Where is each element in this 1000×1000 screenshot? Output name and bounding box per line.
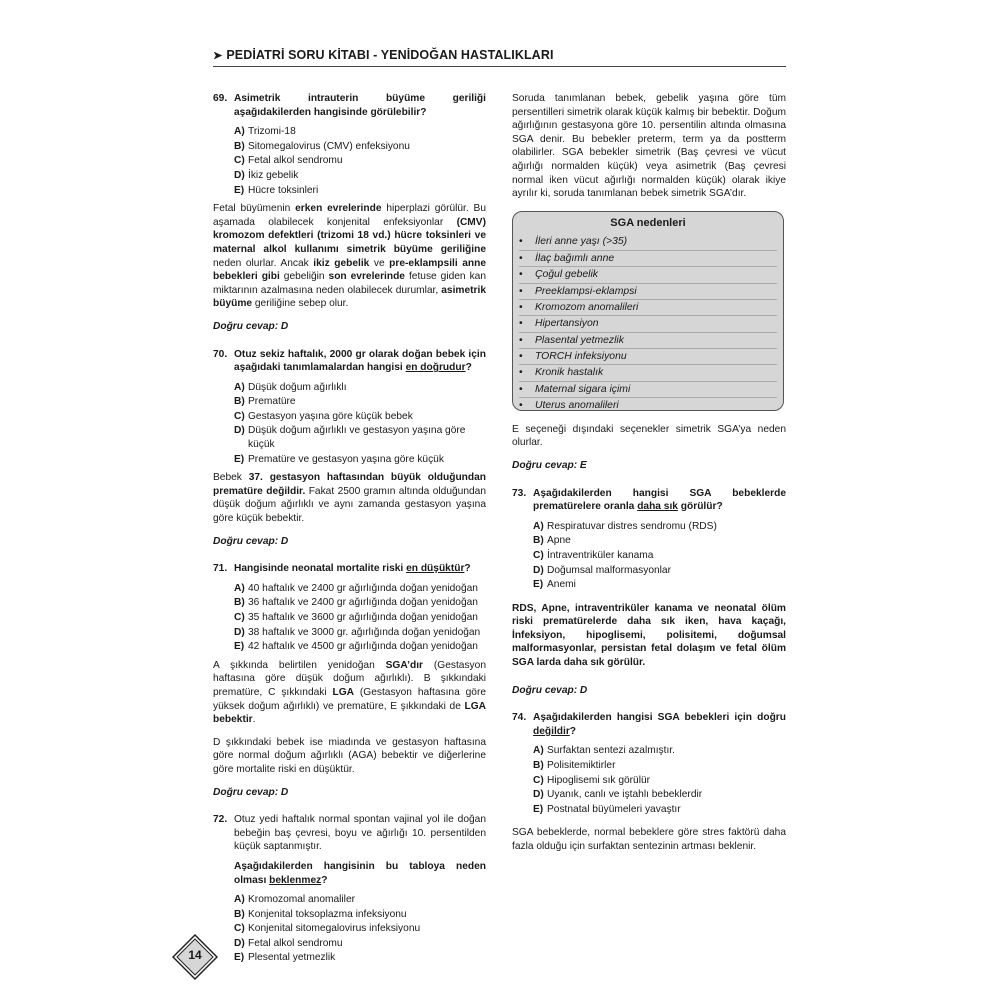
option-letter: D) [234,425,245,437]
bullet-icon: • [519,269,523,281]
explanation-71b: D şıkkındaki bebek ise miadında ve gestasyon haftasına göre normal doğum ağırlıklı (AGA) bebektir ve diğerlerine göre mortalite riski en düşüktür. [213,736,486,775]
option-text: Fetal alkol sendromu [248,937,343,949]
option-text: 42 haftalık ve 4500 gr ağırlığında doğan yenidoğan [248,641,478,653]
option-text: Doğumsal malformasyonlar [547,564,671,576]
question-74 [512,711,786,738]
option-c [234,410,486,424]
question-71 [213,562,486,576]
question-text-part: Aşağıdakilerden hangisi SGA bebekleri için doğru [533,712,786,724]
page-number-badge [172,934,218,980]
question-underline: daha sık [637,501,678,513]
sga-causes-box [512,211,784,411]
option-text: Hücre toksinleri [248,184,319,196]
option-letter: A) [234,582,245,594]
option-letter: D) [234,937,245,949]
option-c [234,154,486,168]
option-d [533,788,786,802]
option-c [533,774,786,788]
option-letter: A) [234,126,245,138]
header-title: PEDİATRİ SORU KİTABI - YENİDOĞAN HASTALIKLARI [226,48,554,62]
bullet-icon: • [519,285,523,297]
list-item [519,316,777,332]
question-text-part: ? [569,725,577,737]
option-c [234,922,486,936]
list-item-text: İlaç bağımlı anne [535,252,615,264]
option-b [234,596,486,610]
option-letter: D) [533,564,544,576]
explanation-70 [213,471,486,525]
option-text: Trizomi-18 [248,126,296,138]
option-text: Prematüre ve gestasyon yaşına göre küçük [248,453,444,465]
exp-text: . [252,714,256,726]
option-letter: C) [234,155,245,167]
list-item [519,300,777,316]
option-text: 38 haftalık ve 3000 gr. ağırlığında doğan yenidoğan [248,626,481,638]
exp-text: (Gestasyon haftasına göre düşük doğum ağırlıklı). B şıkkındaki prematüre, C şıkkındaki [213,659,486,698]
option-letter: C) [234,612,245,623]
options-74 [533,744,786,816]
question-73 [512,487,786,514]
option-e [234,453,486,467]
question-text: Otuz yedi haftalık normal spontan vajinal yol ile doğan bebeğin baş çevresi, boyu ve ağırlığı 10. persentilden küçük saptanmıştır. [234,814,486,853]
option-letter: C) [533,774,544,786]
question-69 [213,92,486,119]
list-item-text: Hipertansiyon [535,318,599,330]
option-c [533,549,786,563]
options-72 [234,893,486,965]
question-text [533,711,786,738]
exp-text: Fetal büyümenin [213,203,296,215]
list-item [519,333,777,349]
question-text [234,348,486,375]
answer-73: Doğru cevap: D [512,684,588,696]
option-letter: E) [533,803,544,815]
options-70 [234,381,486,467]
question-72 [213,813,486,854]
options-69 [234,125,486,197]
option-c [234,611,486,625]
option-letter: D) [234,626,245,638]
bullet-icon: • [519,383,523,395]
option-letter: C) [234,923,245,935]
exp-text: Bebek [213,472,249,484]
option-a [234,893,486,907]
list-item [519,398,777,413]
option-letter: E) [234,641,245,653]
bullet-icon: • [519,334,523,346]
option-b [234,395,486,409]
explanation-74: SGA bebeklerde, normal bebeklere göre stres faktörü daha fazla olduğu için surfaktan sentezinin artması beklenir. [512,827,786,852]
option-d [234,937,486,951]
option-letter: A) [533,520,544,532]
question-underline: beklenmez [269,874,322,886]
exp-bold: 37. gestasyon haftasından büyük olduğundan prematüre değildir. [213,472,487,497]
bullet-icon: • [519,252,523,264]
option-letter: D) [234,169,245,181]
list-item [519,284,777,300]
option-letter: B) [533,760,544,772]
answer-72: Doğru cevap: E [512,459,587,471]
list-item-text: Kromozom anomalileri [535,301,639,313]
exp-text: hiperplazi görülür. Bu aşamada olabilecek konjenital enfeksiyonlar [213,203,486,228]
question-text: Asimetrik intrauterin büyüme geriliği aşağıdakilerden hangisinde görülebilir? [234,93,486,118]
option-b [533,759,786,773]
explanation-72b: E seçeneği dışındaki seçenekler simetrik SGA’ya neden olurlar. [512,423,786,449]
bullet-icon: • [519,318,523,330]
option-text: Düşük doğum ağırlıklı [248,381,347,393]
option-b [234,908,486,922]
option-text: Respiratuvar distres sendromu (RDS) [547,520,717,532]
option-a [533,520,786,534]
question-number: 71. [213,563,228,575]
exp-bold: asimetrik büyüme [213,284,486,310]
exp-bold: (CMV) kromozom defektleri (trizomi 18 vd.) hücre toksinleri ve maternal alkol kullanımı simetrik büyüme geriliğine [213,216,486,255]
explanation-69 [213,202,486,311]
option-d [234,424,486,451]
question-text-part: Hangisinde neonatal mortalite riski [234,563,407,575]
list-item [519,234,777,250]
option-text: Plesental yetmezlik [248,952,336,964]
option-letter: B) [234,597,245,609]
answer-70: Doğru cevap: D [213,535,289,547]
option-letter: D) [533,789,544,801]
question-text-part: ? [321,874,328,886]
option-letter: A) [533,745,544,757]
option-letter: E) [533,579,544,591]
option-b [234,140,486,154]
list-item-text: Uterus anomalileri [535,400,619,412]
option-b [533,534,786,548]
exp-bold: LGA bebektir [213,700,486,726]
page-number: 14 [188,948,202,962]
question-number: 72. [213,814,228,826]
option-a [234,125,486,139]
box-title: SGA nedenleri [610,216,686,229]
bullet-icon: • [519,351,523,363]
question-text-part: görülür? [677,501,723,513]
explanation-72a: Soruda tanımlanan bebek, gebelik yaşına göre tüm persentilleri simetrik olarak küçük kalmış bir bebektir. Doğum ağırlığının gestasyona göre 10. persentilin altında olmasına SGA denir. Bu bebekler preterm, term ya da postterm olabilirler. SGA bebekler simetrik (Baş çevresi ve vücut ağırlığı normalden küçük) veya asimetrik (Baş çevresi normal iken vücut ağırlığı normalden küçük) olarak ikiye ayrılır ki, soruda tanımlanan bebek simetrik SGA’dır. [512,93,786,200]
bullet-icon: • [519,301,523,313]
question-text-part: Aşağıdakilerden hangisinin bu tabloya neden olması [234,860,486,886]
question-70 [213,348,486,375]
option-text: Hipoglisemi sık görülür [547,774,651,786]
option-letter: A) [234,894,245,906]
option-text: Apne [547,535,571,547]
exp-text: Fakat 2500 gramın altında olduğundan düşük doğum ağırlıklı ve aynı zamanda gestasyon yaşına göre küçük bebektir. [213,485,487,525]
option-d [234,169,486,183]
exp-text: gebeliğin [279,271,329,283]
list-item-text: Plasental yetmezlik [535,334,624,346]
exp-bold: SGA’dır [385,659,424,671]
option-letter: B) [533,535,544,547]
list-item-text: Maternal sigara içimi [535,383,631,395]
option-letter: A) [234,381,245,393]
option-letter: B) [234,908,245,920]
list-item-text: Preeklampsi-eklampsi [535,285,637,297]
option-text: Prematüre [248,396,296,408]
option-text: 36 haftalık ve 2400 gr ağırlığında doğan yenidoğan [248,597,478,609]
left-column [213,92,486,970]
option-letter: B) [234,396,245,408]
explanation-73 [512,602,786,670]
option-text: Gestasyon yaşına göre küçük bebek [248,410,413,422]
question-number: 73. [512,487,527,499]
options-71 [234,582,486,654]
question-number: 69. [213,93,228,104]
right-column [512,92,786,863]
option-text: Düşük doğum ağırlıklı ve gestasyon yaşına göre küçük [248,425,466,451]
exp-bold: LGA [332,686,355,698]
box-list [519,234,777,413]
option-letter: E) [234,184,245,196]
question-72-stem [234,860,486,887]
option-text: Konjenital toksoplazma infeksiyonu [248,908,407,920]
option-letter: B) [234,140,245,152]
bullet-icon: • [519,367,523,379]
option-e [234,184,486,198]
option-text: 35 haftalık ve 3600 gr ağırlığında doğan yenidoğan [248,612,478,623]
list-item [519,251,777,267]
exp-text: geriliğine sebep olur. [252,298,349,310]
question-number: 74. [512,712,527,724]
question-underline: değildir [533,725,570,737]
exp-text: neden olurlar. Ancak [213,257,314,269]
bullet-icon: • [519,400,523,412]
option-text: 40 haftalık ve 2400 gr ağırlığında doğan yenidoğan [248,582,478,594]
option-text: Surfaktan sentezi azalmıştır. [547,745,675,757]
exp-bold: pre-eklampsili anne bebekleri gibi [213,257,486,283]
exp-bold: RDS, Apne, intraventriküler kanama ve neonatal ölüm riski prematürelerde daha sık iken, hava kaçağı, İnfeksiyon, hipoglisemi, polisitemi, doğumsal malformasyonlar, persistan fetal dolaşım ve fetal ölüm SGA larda daha sık görülür. [512,602,786,669]
option-text: İkiz gebelik [248,169,299,181]
option-text: Postnatal büyümeleri yavaştır [547,803,681,815]
question-text-part: ? [464,563,471,575]
options-73 [533,520,786,592]
option-e [533,578,786,592]
option-d [533,564,786,578]
question-underline: en düşüktür [406,563,465,575]
list-item [519,349,777,365]
option-letter: C) [533,549,544,561]
question-text-part: Aşağıdakilerden hangisi SGA bebeklerde prematürelere oranla [533,487,786,513]
list-item-text: Çoğul gebelik [535,269,598,281]
option-a [234,381,486,395]
option-text: Uyanık, canlı ve iştahlı bebeklerdir [547,789,703,801]
page-header [213,48,786,67]
option-letter: C) [234,410,245,422]
arrow-icon: ➤ [213,50,223,62]
list-item [519,382,777,398]
exp-text: fetuse giden kan miktarının azalmasına neden olabilecek durumlar, [213,271,486,296]
option-text: Polisitemiktirler [547,760,616,772]
exp-text: (Gestasyon haftasına göre yüksek doğum ağırlıklı) ve prematüre, E şıkkındaki de [213,686,486,712]
option-a [234,582,486,596]
option-a [533,744,786,758]
option-text: Fetal alkol sendromu [248,155,343,167]
explanation-71a [213,659,486,727]
exp-bold: son evrelerinde [328,271,405,283]
option-text: Konjenital sitomegalovirus infeksiyonu [248,923,421,935]
exp-text: ve [369,257,390,269]
option-e [234,640,486,654]
exp-text: A şıkkında belirtilen yenidoğan [213,659,386,671]
list-item-text: Kronik hastalık [535,367,604,379]
option-d [234,626,486,640]
answer-69: Doğru cevap: D [213,320,289,332]
list-item [519,365,777,381]
question-text-part: ? [465,362,472,374]
list-item-text: İleri anne yaşı (>35) [535,236,628,248]
option-letter: E) [234,952,245,964]
option-text: Kromozomal anomaliler [248,894,356,906]
exp-bold: ikiz gebelik [313,257,370,269]
option-text: Sitomegalovirus (CMV) enfeksiyonu [248,140,410,152]
question-number: 70. [213,348,228,360]
list-item [519,267,777,283]
list-item-text: TORCH infeksiyonu [535,351,627,363]
exp-bold: erken evrelerinde [295,203,382,215]
option-e [533,803,786,817]
answer-71: Doğru cevap: D [213,786,289,798]
option-letter: E) [234,453,245,465]
option-e [234,951,486,965]
question-underline: en doğrudur [405,362,466,374]
question-text [533,487,786,514]
option-text: Anemi [547,579,576,591]
question-text-part: Otuz sekiz haftalık, 2000 gr olarak doğan bebek için aşağıdaki tanımlamalardan hangisi [234,348,486,374]
question-text [234,562,486,576]
bullet-icon: • [519,236,523,248]
option-text: İntraventriküler kanama [547,549,654,561]
